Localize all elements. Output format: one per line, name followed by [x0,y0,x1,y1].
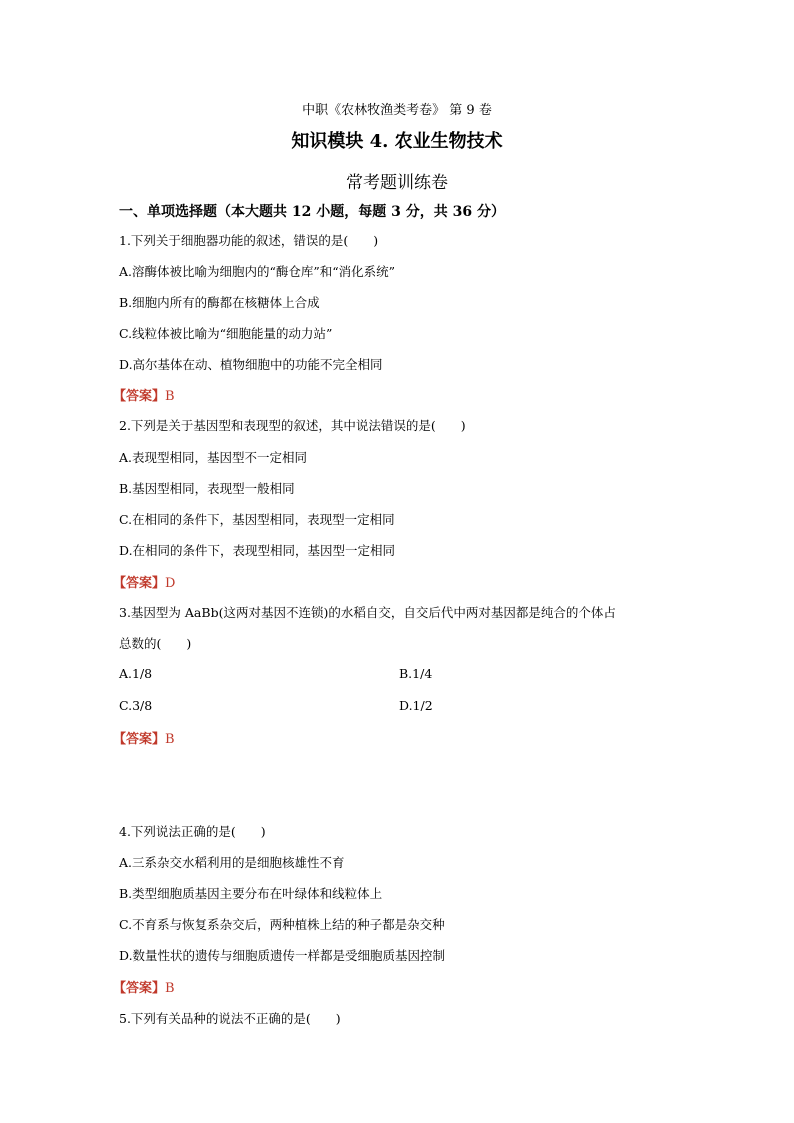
question-2-option-b: B.基因型相同，表现型一般相同 [119,481,295,496]
question-3-option-d: D.1/2 [399,698,433,713]
question-2-option-a: A.表现型相同，基因型不一定相同 [119,450,308,465]
question-1-option-c: C.线粒体被比喻为“细胞能量的动力站” [119,326,333,341]
answer-value: B [165,389,175,404]
question-3-option-c: C.3/8 [119,698,153,713]
question-4-answer [113,977,175,996]
question-1-option-b: B.细胞内所有的酶都在核糖体上合成 [119,295,320,310]
module-title: 知识模块 4. 农业生物技术 [291,131,503,152]
answer-tag: 【答案】 [113,576,166,591]
question-3-option-b: B.1/4 [399,666,433,681]
question-4-option-a: A.三系杂交水稻利用的是细胞核雄性不育 [119,855,345,870]
question-1-option-a: A.溶酶体被比喻为细胞内的“酶仓库”和“消化系统” [119,264,396,279]
exam-subtitle: 常考题训练卷 [346,173,448,193]
question-4-option-c: C.不育系与恢复系杂交后，两种植株上结的种子都是杂交种 [119,917,445,932]
answer-value: B [165,732,175,747]
question-3-answer [113,728,175,747]
question-2-answer [113,572,175,591]
question-1-option-d: D.高尔基体在动、植物细胞中的功能不完全相同 [119,357,383,372]
answer-tag: 【答案】 [113,981,166,996]
question-2-option-d: D.在相同的条件下，表现型相同，基因型一定相同 [119,543,396,558]
answer-value: B [165,981,175,996]
answer-tag: 【答案】 [113,389,166,404]
question-4-option-d: D.数量性状的遗传与细胞质遗传一样都是受细胞质基因控制 [119,948,446,963]
answer-value: D [165,576,176,591]
question-4-stem: 4.下列说法正确的是( ) [119,824,266,839]
exam-series: 中职《农林牧渔类考卷》 第 9 卷 [302,103,492,118]
question-1-stem: 1.下列关于细胞器功能的叙述，错误的是( ) [119,233,379,248]
answer-tag: 【答案】 [113,732,166,747]
question-4-option-b: B.类型细胞质基因主要分布在叶绿体和线粒体上 [119,886,383,901]
question-3-stem-line-1: 3.基因型为 AaBb(这两对基因不连锁)的水稻自交，自交后代中两对基因都是纯合的个体占 [119,605,616,620]
question-3-stem-line-2: 总数的( ) [119,636,192,651]
question-1-answer [113,385,175,404]
question-3-option-a: A.1/8 [119,666,153,681]
question-5-stem: 5.下列有关品种的说法不正确的是( ) [119,1011,341,1026]
section-heading: 一、单项选择题（本大题共 12 小题，每题 3 分，共 36 分） [119,204,505,220]
question-2-option-c: C.在相同的条件下，基因型相同，表现型一定相同 [119,512,395,527]
question-2-stem: 2.下列是关于基因型和表现型的叙述，其中说法错误的是( ) [119,418,466,433]
